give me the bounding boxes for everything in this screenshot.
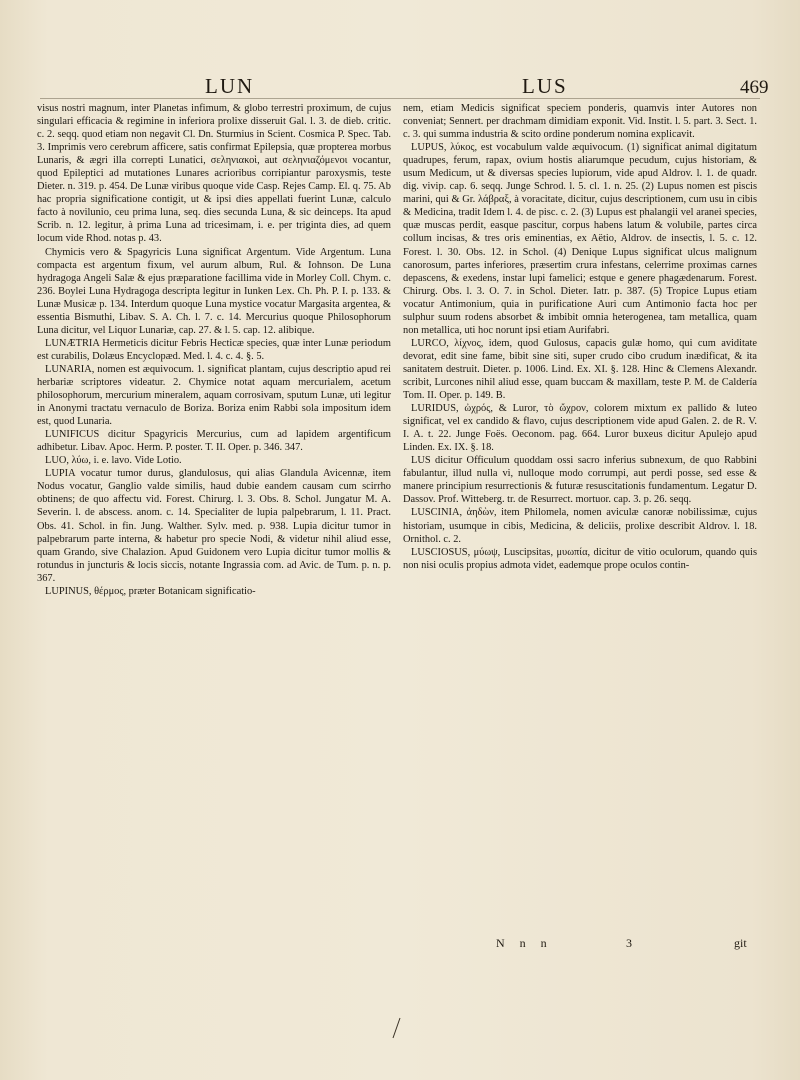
right-paragraph: LURCO, λίχνος, idem, quod Gulosus, capacis gulæ homo, qui cum aviditate devorat, edit sine fame, bibit sine siti, super crudo cibo crudum inædificat, & ita sanitatem destruit. Dieter. p. 1006. Lind. Ex. XI. §. 128. Hinc & Clemens Alexandr. scribit, Lurcones nihil aliud esse, quam buccam & maxillam, teste P. M. de Caldería Tom. II. Oper. p. 149. B. — [403, 337, 757, 402]
left-paragraph: LUO, λύω, i. e. lavo. Vide Lotio. — [45, 455, 182, 467]
left-paragraph: visus nostri magnum, inter Planetas infimum, & globo terrestri proximum, de cujus singulari efficacia & regimine in inferiora prolixe disseruit Gal. l. 3. de dieb. critic. c. 2. seqq. quod etiam non negavit Cl. Dn. Sturmius in Scient. Cosmica P. Spec. Tab. 3. Imprimis vero cerebrum afficere, satis confirmat Epilepsia, quæ propterea morbus Lunaris, & ægri illa correpti Lunatici, σεληνιακοὶ, aut σεληνιαζόμενοι vocantur, quod Epileptici ad mutationes Lunares acrioribus corripiantur paroxysmis, teste Dieter. n. 319. p. 454. De Lunæ viribus quoque vide Casp. Rejes Camp. El. q. 75. Ab hac propria significatione contigit, ut & ipsi dies appellati fuerint Lunæ, calculo facto à novilunio, ceu prima luna, seq. dies secunda Luna, & sic deinceps. Ita apud Scrib. n. 12. legitur, à prima Luna ad tricesimam, i. e. per triginta dies, ad quem locum vide Rhod. notas p. 43. — [37, 103, 391, 245]
signature-letter: N — [496, 936, 508, 950]
left-paragraph: LUNÆTRIA Hermeticis dicitur Febris Hecticæ species, quæ inter Lunæ periodum est curabilis, Dolæus Encyclopæd. Med. l. 4. c. 4. §. 5. — [37, 337, 391, 362]
right-paragraph: LUPUS, λύκος, est vocabulum valde æquivocum. (1) significat animal digitatum quadrupes, ferum, rapax, ovium hostis aliarumque pecudum, cujus historiam, & usum Medicum, ut & diversas species lupiorum, vide apud Aldrov. l. 1. de quadr. dig. vivip. cap. 6. seqq. Junge Schrod. l. 5. cl. 1. n. 25. (2) Lupus nomen est piscis marini, qui & Gr. λάβραξ, à voracitate, dicitur, cujus descriptionem, cum usu in cibis & Medicina, tradit Idem l. 4. de pisc. c. 2. (3) Lupus est phalangii vel aranei species, quæ muscas perdit, easque pascitur, corpus habens latum & volubile, partes circa collum incisas, & tres oris eminentias, ex Aëtio, Aldrov. de insectis, l. 5. c. 12. Forest. l. 30. Obs. 12. in Schol. (4) Denique Lupus significat ulcus malignum canorosum, partes inferiores, præsertim crura infestans, celerrime proximas carnes depascens, & exedens, instar lupi famelici; estque e genere phagædenarum. Forest. Chirurg. Obs. l. 3. O. 7. in Schol. Dieter. Iatr. p. 387. (5) Tropice Lupus etiam vocatur Antimonium, quia in purificatione Auri cum Antimonio facta hoc per sulphur suum rodens absorbet & imbibit omnia heterogenea, tam metallica, quam non metallica, uti hoc norunt ipsi etiam Aurifabri. — [403, 142, 757, 336]
catchword: git — [734, 936, 747, 950]
left-paragraph: LUPIA vocatur tumor durus, glandulosus, qui alias Glandula Avicennæ, item Nodus vocatur, Ganglio valde similis, haud dubie eandem causam cum scirrho obtinens; de quo affectu vid. Forest. Chirurg. l. 3. Obs. 8. Schol. Jungatur M. A. Severin. l. de abscess. anom. c. 14. Specialiter de lupia palpebrarum, l. 11. Pract. Obs. 41. Schol. in fin. Jung. Walther. Sylv. med. p. 938. Lupia dicitur tumor in palpebrarum parte interna, & habetur pro specie Nodi, & videtur nihil aliud esse, quam Grando, sive Chalazion. Apud Guidonem vero Lupia dicitur tumor mollis & rotundus in juncturis & locis siccis, notante Ingrassia com. ad Avic. de Tum. p. n. p. 367. — [37, 468, 391, 584]
left-column — [37, 102, 391, 938]
left-paragraph: LUNIFICUS dicitur Spagyricis Mercurius, cum ad lapidem argentificum adhibetur. Libav. Apoc. Herm. P. poster. T. II. Oper. p. 346. 347. — [37, 429, 391, 454]
signature-mark — [496, 936, 556, 951]
page-number: 469 — [740, 77, 769, 98]
right-column — [403, 102, 757, 938]
left-paragraph: Chymicis vero & Spagyricis Luna significat Argentum. Vide Argentum. Luna compacta est argentum fixum, vel aurum album, Rul. & Iohnson. De Luna hydragoga Angeli Salæ & ejus præparatione facillima vide in Morley Coll. Chym. c. 236. Boylei Luna Hydragoga descripta legitur in Iunken Lex. Ch. Ph. P. I. p. 133. & Lunæ Musicæ p. 134. Interdum quoque Luna mystice vocatur Margasita argentea, & essentia Bismuthi, Libav. S. A. Ch. l. 7. c. 14. Mercurius quoque Philosophorum Luna dicitur, vel Liquor Lunariæ, cap. 27. & l. 5. cap. 12. alibique. — [37, 246, 391, 336]
right-paragraph: nem, etiam Medicis significat speciem ponderis, quamvis inter Autores non conveniat; Sennert. per drachmam dimidiam exponit. Vid. Instit. l. 5. part. 3. Sect. 1. c. 3. qui summa industria & scito ordine ponderum nomina explicavit. — [403, 103, 757, 141]
signature-letter: n — [519, 936, 529, 950]
signature-number: 3 — [626, 936, 632, 950]
right-paragraph: LURIDUS, ὠχρός, & Luror, τὸ ὤχρον, colorem mixtum ex pallido & luteo significat, vel ex candido & flavo, cujus descriptionem vide apud Galen. 2. de R. V. I. A. t. 22. Junge Foës. Oeconom. pag. 664. Luror buxeus dicitur Apulejo apud Linden. Ex. IX. §. 18. — [403, 403, 757, 454]
right-paragraph: LUS dicitur Officulum quoddam ossi sacro inferius subnexum, de quo Rabbini fabulantur, illud nulla vi, nulloque modo corrumpi, aut perdi posse, sed esse & manere principium resurrectionis & futuræ resuscitationis fundamentum. Legatur D. Dassov. Prof. Witteberg. tr. de Resurrect. mortuor. cap. 3. p. 26. seqq. — [403, 455, 757, 506]
left-paragraph: LUPINUS, θέρμος, præter Botanicam significatio- — [45, 585, 256, 597]
running-head-right: LUS — [522, 74, 568, 98]
header-rule — [40, 98, 760, 99]
left-paragraph: LUNARIA, nomen est æquivocum. 1. significat plantam, cujus descriptio apud rei herbariæ scriptores videatur. 2. Chymice notat aquam mercurialem, acetum philosophorum, mercurium mineralem, aquam corrosivam, sputum Lunæ, uti legitur in Anonymi tractatu vernaculo de Boriza. Boriza enim Rabbi sola impositum idem est, quod Lunaria. — [37, 363, 391, 428]
stray-mark-icon — [389, 1016, 403, 1040]
running-head-left: LUN — [205, 74, 255, 98]
right-paragraph: LUSCINIA, ἀηδὼν, item Philomela, nomen aviculæ canoræ nobilissimæ, cujus historiam, usumque in cibis, Medicina, & deliciis, prolixe describit Aldrov. l. 18. Ornithol. c. 2. — [403, 507, 757, 545]
signature-letter: n — [540, 936, 550, 950]
right-paragraph: LUSCIOSUS, μύωψ, Luscipsitas, μυωπία, dicitur de vitio oculorum, quando quis non nisi oculis propius admota videt, eademque prope oculos contin- — [403, 546, 757, 571]
